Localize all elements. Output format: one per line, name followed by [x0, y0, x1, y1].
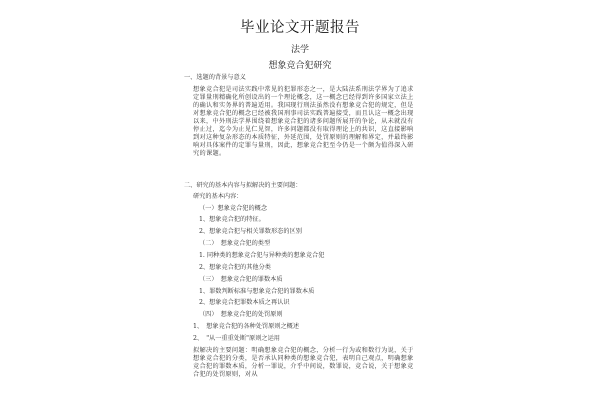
outline-item: （四） 想象竞合犯的处罚原则	[199, 311, 283, 318]
document-subject: 法学	[290, 45, 309, 55]
outline-item: 2、 "从一重重处断"原则之运用	[193, 335, 280, 342]
section-heading-content: 二、研究的基本内容与拟解决的主要问题：	[184, 182, 302, 189]
document-topic: 想象竞合犯研究	[268, 61, 332, 71]
outline-item: 1、 想象竞合犯的各种处罚原则之概述	[193, 323, 300, 330]
background-paragraph: 想象竞合犯是司法实践中常见的犯罪形态之一，是大陆法系刑法学界为了追求定罪量刑精确化所创设出的一个理论概念，这一概念已经得到许多国家立法上的确认和实务界的普遍适用。我国现行刑法虽然没有想象竞合犯的规定，但是对想象竞合犯的概念已经被我国刑事司法实践普遍接受，而且认这一概念出现以来，中外刑法学界围绕着想象竞合犯的诸多问题所展开的争论，从未就没有停止过，迄今为止见仁见智，许多问题都没有取得理论上的共识，这直接影响到对这种复杂形态的本质特征，外延范围，处罚原则的理解和界定，并最终影响对具体案件的定罪与量刑，因此，想象竞合犯至今仍是一个颇为值得深入研究的课题。	[193, 86, 414, 157]
outline-item: 1、罪数判断标准与想象竞合犯的罪数本质	[199, 288, 315, 295]
outline-item: （三） 想象竞合犯的罪数本质	[199, 276, 283, 283]
outline-item: 2、想象竞合犯罪数本质之再认识	[199, 299, 290, 306]
outline-item: 2、想象竞合犯的其他分类	[199, 264, 271, 271]
content-label: 研究的基本内容：	[193, 193, 243, 200]
document-title: 毕业论文开题报告	[240, 20, 360, 36]
problems-paragraph: 拟解决的主要问题：明确想象竞合犯的概念，分析一行为或和数行为说，关于想象竞合犯的分类，是否承认同种类的想象竞合犯，表明自己观点，明确想象竞合犯的罪数本质，分析一罪说，介乎中间说，数罪说，竞合说，关于想象竞合犯的处罚原则，对从	[193, 347, 414, 378]
outline-item: 2、想象竞合犯与相关罪数形态的区别	[199, 228, 302, 235]
outline-item: 1. 同种类的想象竞合犯与异种类的想象竞合犯	[199, 252, 325, 259]
outline-item: （一）想象竞合犯的概念	[199, 205, 268, 212]
section-heading-background: 一、选题的背景与意义	[184, 74, 246, 81]
outline-item: （二） 想象竞合犯的类型	[199, 240, 271, 247]
outline-item: 1、想象竞合犯的特征。	[199, 216, 265, 223]
